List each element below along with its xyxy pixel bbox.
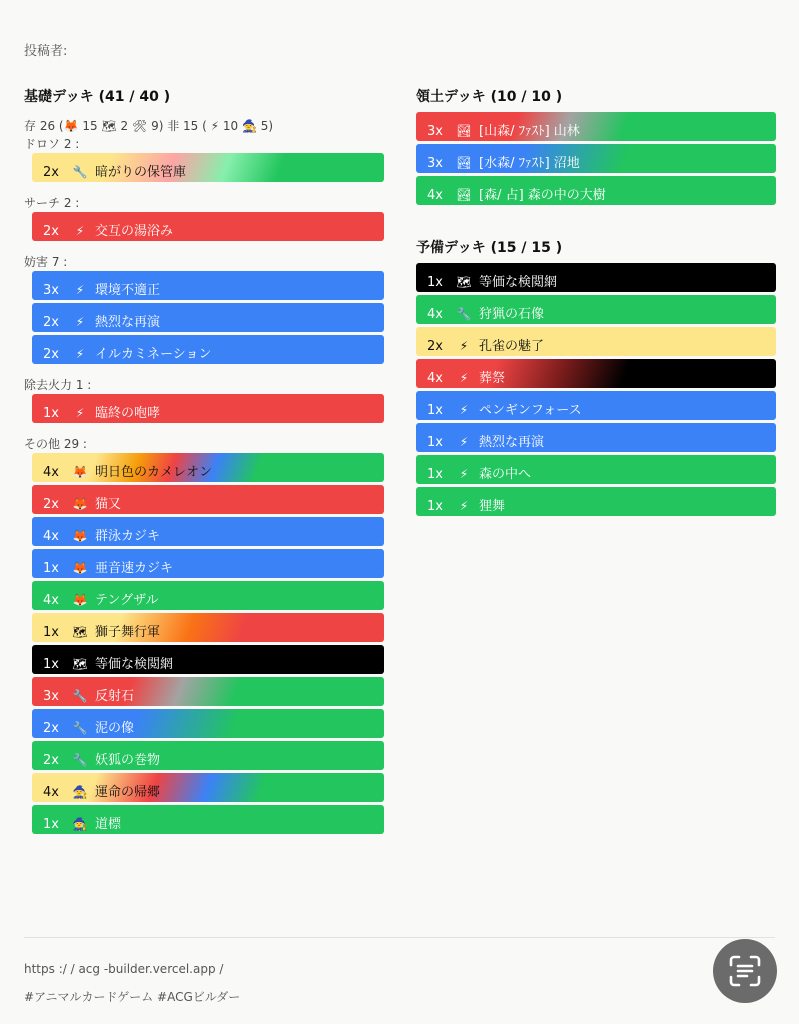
card-row[interactable] (416, 263, 776, 292)
card-quantity: 4x (43, 465, 59, 480)
card-row-content (43, 222, 173, 241)
card-quantity: 2x (43, 224, 59, 239)
category-card-list (24, 271, 384, 364)
card-row[interactable] (32, 741, 384, 770)
card-row-content (43, 783, 160, 802)
footer-hashtags: #アニマルカードゲーム #ACGビルダー (24, 990, 241, 1004)
card-row[interactable] (32, 394, 384, 423)
card-row[interactable] (416, 112, 776, 141)
card-quantity: 4x (427, 307, 443, 322)
category-card-list (24, 453, 384, 834)
card-category (24, 376, 384, 423)
summary-human-count: 5) (260, 119, 274, 133)
card-row[interactable] (32, 271, 384, 300)
card-row[interactable] (32, 773, 384, 802)
card-row-content (43, 345, 211, 364)
category-card-list (24, 153, 384, 182)
card-type-icon: ⚡ (75, 315, 85, 329)
card-type-icon: 🗺 (456, 275, 472, 289)
card-quantity: 4x (427, 371, 443, 386)
card-type-icon: ⚡ (459, 403, 469, 417)
card-row[interactable] (416, 176, 776, 205)
animal-icon: 🦊 (63, 119, 79, 133)
card-row-content (43, 463, 212, 482)
card-row-content (43, 527, 160, 546)
card-quantity: 1x (427, 499, 443, 514)
card-name: 妖狐の巻物 (95, 753, 161, 768)
card-type-icon: ⚡ (75, 283, 85, 297)
card-row[interactable] (416, 455, 776, 484)
category-card-list (24, 212, 384, 241)
card-name: 孔雀の魅了 (479, 339, 545, 354)
card-row-content (43, 559, 173, 578)
category-label: 妨害 7 : (24, 255, 68, 269)
card-row-content (43, 163, 186, 182)
card-name: 狩猟の石像 (479, 307, 545, 322)
card-type-icon: 🗺 (72, 625, 88, 639)
card-name: 獅子舞行軍 (95, 625, 161, 640)
card-row-content (43, 687, 134, 706)
card-row[interactable] (32, 453, 384, 482)
card-quantity: 3x (427, 156, 443, 171)
card-row-content (43, 281, 160, 300)
card-type-icon: 🦊 (72, 561, 88, 575)
card-quantity: 1x (43, 406, 59, 421)
card-quantity: 1x (427, 275, 443, 290)
card-row-content (427, 273, 557, 292)
summary-animal-count: 15 (82, 119, 98, 133)
card-name: 熱烈な再演 (95, 315, 161, 330)
card-quantity: 4x (427, 188, 443, 203)
card-row-content (43, 495, 121, 514)
card-type-icon: 🏞 (456, 188, 472, 202)
card-name: [山森/ ﾌｧｽﾄ] 山林 (479, 124, 580, 139)
category-label: その他 29 : (24, 437, 87, 451)
card-name: テングザル (95, 593, 159, 608)
card-row[interactable] (32, 335, 384, 364)
card-type-icon: ⚡ (75, 406, 85, 420)
spell-icon: ⚡ (210, 119, 220, 133)
card-type-icon: 🦊 (72, 497, 88, 511)
card-name: 環境不適正 (95, 283, 161, 298)
card-name: 熱烈な再演 (479, 435, 545, 450)
card-row[interactable] (32, 709, 384, 738)
card-row[interactable] (416, 359, 776, 388)
card-type-icon: ⚡ (459, 339, 469, 353)
category-label: サーチ 2 : (24, 196, 80, 210)
card-quantity: 4x (43, 593, 59, 608)
card-name: 反射石 (95, 689, 135, 704)
card-quantity: 2x (43, 315, 59, 330)
card-row[interactable] (32, 645, 384, 674)
card-row-content (43, 719, 134, 738)
card-row[interactable] (32, 212, 384, 241)
reserve-deck-cards (416, 263, 776, 516)
land-deck-section (416, 86, 776, 205)
card-type-icon: 🔧 (72, 165, 88, 179)
card-name: 暗がりの保管庫 (95, 165, 187, 180)
card-row[interactable] (416, 327, 776, 356)
summary-spell-count: 10 (222, 119, 239, 133)
item-icon: 🛠 (132, 119, 148, 133)
card-row-content (43, 591, 158, 610)
card-type-icon: 🔧 (72, 753, 88, 767)
card-quantity: 3x (43, 689, 59, 704)
card-category (24, 435, 384, 834)
base-deck-summary (24, 117, 384, 135)
card-quantity: 2x (43, 721, 59, 736)
card-type-icon: ⚡ (459, 499, 469, 513)
card-name: ペンギンフォース (479, 403, 582, 418)
card-quantity: 1x (43, 657, 59, 672)
card-row[interactable] (416, 295, 776, 324)
card-name: 明日色のカメレオン (95, 465, 213, 480)
card-name: 群泳カジキ (95, 529, 161, 544)
base-deck-title: 基礎デッキ (41 / 40 ) (24, 89, 171, 105)
card-row-content (43, 815, 121, 834)
card-row-content (427, 433, 544, 452)
card-name: 運命の帰郷 (95, 785, 161, 800)
summary-area-count: 2 (120, 119, 129, 133)
card-row[interactable] (32, 677, 384, 706)
card-row[interactable] (416, 144, 776, 173)
card-quantity: 1x (427, 435, 443, 450)
card-type-icon: ⚡ (75, 347, 85, 361)
category-label: ドロソ 2 : (24, 137, 80, 151)
side-decks (416, 86, 776, 519)
area-icon: 🗺 (101, 119, 117, 133)
card-type-icon: ⚡ (459, 371, 469, 385)
card-name: [森/ 占] 森の中の大樹 (479, 188, 606, 203)
card-name: 臨終の咆哮 (95, 406, 161, 421)
card-quantity: 2x (43, 497, 59, 512)
card-name: 狸舞 (479, 499, 506, 514)
card-type-icon: ⚡ (459, 435, 469, 449)
summary-item-count: 9) 非 15 ( (151, 119, 207, 133)
card-row-content (427, 122, 580, 141)
category-label: 除去火力 1 : (24, 378, 92, 392)
card-name: 等価な検閲網 (479, 275, 558, 290)
card-quantity: 2x (43, 165, 59, 180)
card-row-content (427, 497, 505, 516)
card-row[interactable] (32, 581, 384, 610)
card-name: 猫又 (95, 497, 122, 512)
card-quantity: 1x (43, 561, 59, 576)
card-row-content (43, 751, 160, 770)
card-type-icon: 🦊 (72, 465, 88, 479)
card-name: イルカミネーション (95, 347, 212, 362)
card-name: 道標 (95, 817, 122, 832)
card-type-icon: 🦊 (72, 593, 88, 607)
card-row-content (427, 154, 580, 173)
category-card-list (24, 394, 384, 423)
card-quantity: 1x (43, 625, 59, 640)
card-row[interactable] (32, 549, 384, 578)
card-name: [水森/ ﾌｧｽﾄ] 沼地 (479, 156, 580, 171)
card-type-icon: 🗺 (72, 657, 88, 671)
card-name: 葬祭 (479, 371, 506, 386)
card-type-icon: 🧙 (72, 785, 88, 799)
card-quantity: 2x (43, 753, 59, 768)
human-icon: 🧙 (242, 119, 257, 133)
land-deck-title: 領土デッキ (10 / 10 ) (416, 89, 563, 105)
card-name: 等価な検閲網 (95, 657, 174, 672)
card-quantity: 3x (427, 124, 443, 139)
card-name: 亜音速カジキ (95, 561, 174, 576)
card-quantity: 1x (427, 403, 443, 418)
footer-url[interactable]: https :/ / acg -builder.vercel.app / (24, 962, 224, 976)
card-row[interactable] (32, 303, 384, 332)
card-name: 泥の像 (95, 721, 135, 736)
card-row-content (427, 337, 544, 356)
card-row[interactable] (32, 805, 384, 834)
card-quantity: 1x (427, 467, 443, 482)
card-row[interactable] (32, 613, 384, 642)
card-row[interactable] (416, 391, 776, 420)
card-row[interactable] (32, 517, 384, 546)
summary-existence: 存 26 ( (24, 119, 64, 133)
base-deck-section (24, 86, 384, 846)
card-category (24, 194, 384, 241)
card-name: 交互の湯浴み (95, 224, 174, 239)
footer-divider (24, 937, 775, 938)
card-type-icon: ⚡ (459, 467, 469, 481)
scan-text-icon (728, 954, 762, 988)
card-type-icon: ⚡ (75, 224, 85, 238)
card-row[interactable] (416, 487, 776, 516)
card-row-content (43, 404, 160, 423)
reserve-deck-section (416, 237, 776, 516)
card-type-icon: 🔧 (72, 721, 88, 735)
card-row-content (43, 623, 160, 642)
card-quantity: 1x (43, 817, 59, 832)
card-row-content (43, 655, 173, 674)
card-row-content (427, 305, 544, 324)
scan-text-button[interactable] (713, 939, 777, 1003)
card-row-content (427, 465, 531, 484)
card-row-content (427, 401, 582, 420)
card-category (24, 253, 384, 364)
card-row[interactable] (32, 153, 384, 182)
land-deck-cards (416, 112, 776, 205)
card-type-icon: 🔧 (72, 689, 88, 703)
card-row[interactable] (416, 423, 776, 452)
card-row-content (427, 369, 505, 388)
card-type-icon: 🏞 (456, 124, 472, 138)
card-name: 森の中へ (479, 467, 532, 482)
card-quantity: 3x (43, 283, 59, 298)
card-quantity: 4x (43, 785, 59, 800)
card-quantity: 4x (43, 529, 59, 544)
card-quantity: 2x (427, 339, 443, 354)
card-row-content (427, 186, 606, 205)
card-category (24, 135, 384, 182)
base-deck-categories (24, 135, 384, 834)
reserve-deck-title: 予備デッキ (15 / 15 ) (416, 240, 563, 256)
card-row-content (43, 313, 160, 332)
card-row[interactable] (32, 485, 384, 514)
card-type-icon: 🔧 (456, 307, 472, 321)
card-type-icon: 🧙 (72, 817, 88, 831)
card-quantity: 2x (43, 347, 59, 362)
poster-label: 投稿者: (24, 44, 68, 59)
card-type-icon: 🦊 (72, 529, 88, 543)
card-type-icon: 🏞 (456, 156, 472, 170)
